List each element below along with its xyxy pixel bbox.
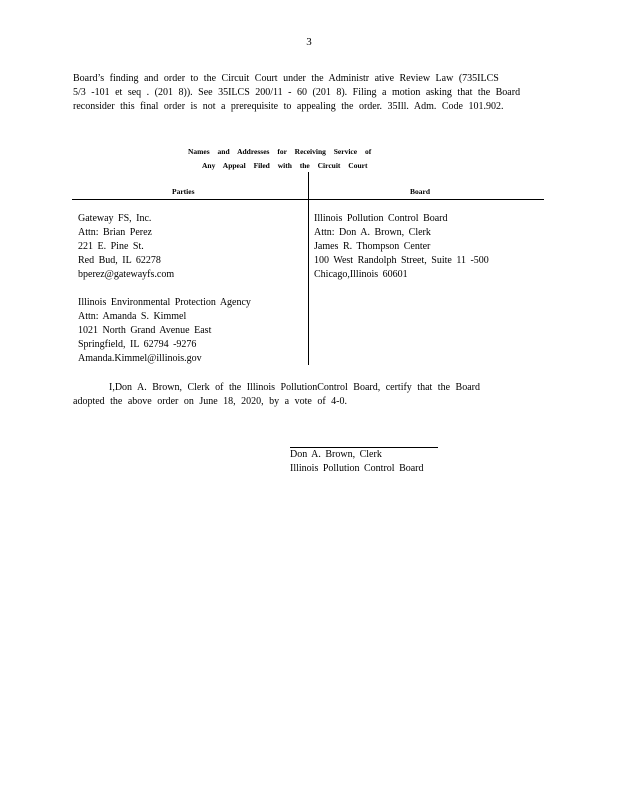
page-number: 3 <box>306 36 312 48</box>
address-line: 100 West Randolph Street, Suite 11 -500 <box>314 255 489 266</box>
board-address <box>314 212 489 282</box>
address-line: Gateway FS, Inc. <box>78 213 152 224</box>
intro-paragraph <box>73 72 535 114</box>
intro-line-1: Board’s finding and order to the Circuit Court under the Administr ative Review Law (735ILCS <box>73 73 499 84</box>
address-line: Attn: Don A. Brown, Clerk <box>314 227 431 238</box>
table-divider-vertical <box>308 172 309 365</box>
board-header: Board <box>410 187 431 196</box>
signature-block <box>290 448 424 476</box>
parties-header: Parties <box>172 187 195 196</box>
caption-line-2: Any Appeal Filed with the Circuit Court <box>202 161 368 170</box>
caption-line-1: Names and Addresses for Receiving Service of <box>188 147 372 156</box>
address-line: Springfield, IL 62794 -9276 <box>78 339 197 350</box>
address-line: Attn: Amanda S. Kimmel <box>78 311 187 322</box>
email-link[interactable]: Amanda.Kimmel@illinois.gov <box>78 353 202 364</box>
intro-line-3: reconsider this final order is not a prerequisite to appealing the order. 35Ill. Adm. Code 101.902. <box>73 101 504 112</box>
signatory-title: Illinois Pollution Control Board <box>290 463 424 474</box>
party-gateway-address <box>78 212 174 282</box>
intro-line-2: 5/3 -101 et seq . (201 8)). See 35ILCS 200/11 - 60 (201 8). Filing a motion asking that the Board <box>73 87 521 98</box>
address-line: James R. Thompson Center <box>314 241 431 252</box>
address-line: Attn: Brian Perez <box>78 227 152 238</box>
service-caption <box>180 145 440 173</box>
address-line: Chicago,Illinois 60601 <box>314 269 408 280</box>
address-line: Illinois Environmental Protection Agency <box>78 297 251 308</box>
address-line: Illinois Pollution Control Board <box>314 213 448 224</box>
address-line: 1021 North Grand Avenue East <box>78 325 212 336</box>
certification-paragraph <box>73 381 535 409</box>
certification-line-1: I,Don A. Brown, Clerk of the Illinois PollutionControl Board, certify that the Board <box>109 382 480 393</box>
signatory-name: Don A. Brown, Clerk <box>290 449 382 460</box>
email-link[interactable]: bperez@gatewayfs.com <box>78 269 175 280</box>
address-line: Red Bud, IL 62278 <box>78 255 161 266</box>
address-line: 221 E. Pine St. <box>78 241 144 252</box>
party-iepa-address <box>78 296 251 366</box>
certification-line-2: adopted the above order on June 18, 2020, by a vote of 4-0. <box>73 396 347 407</box>
